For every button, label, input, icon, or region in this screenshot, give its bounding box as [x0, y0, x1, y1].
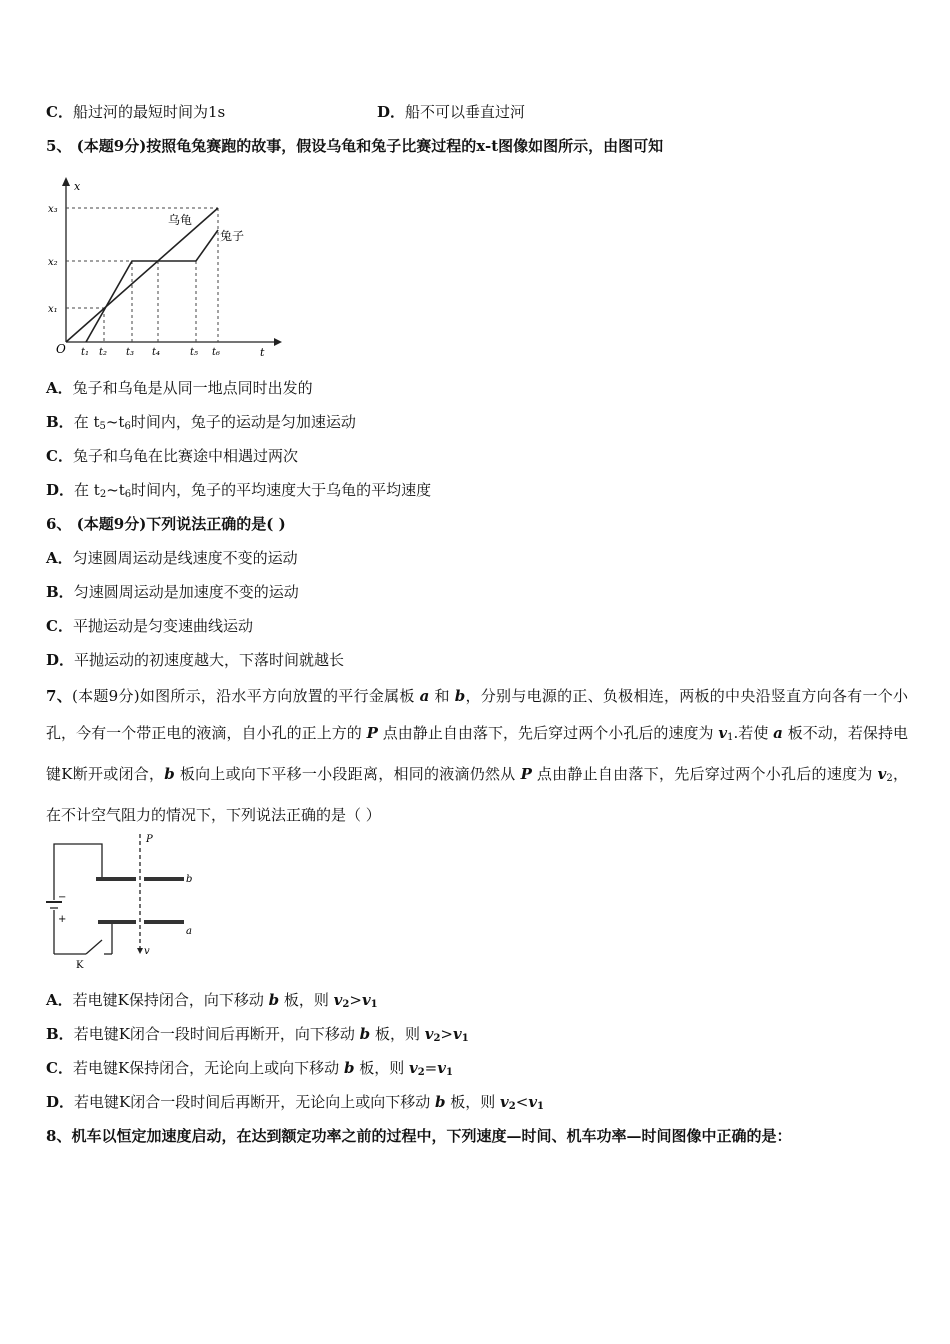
- q7-circuit-diagram: [40, 830, 200, 972]
- var-v: v: [718, 724, 728, 742]
- option-label: B．: [46, 583, 74, 601]
- q4-option-c: [46, 102, 225, 122]
- subscript: 2: [99, 489, 107, 500]
- subscript: 1: [727, 732, 734, 743]
- var-v: v: [877, 765, 887, 783]
- question-text: (本题9分)按照龟兔赛跑的故事，假设乌龟和兔子比赛过程的x-t图像如图所示，由图可知: [76, 137, 664, 155]
- var-v: v: [437, 1059, 446, 1077]
- text-part: 点由静止自由落下，先后穿过两个小孔后的速度为: [531, 765, 878, 783]
- relation: >: [440, 1025, 453, 1043]
- option-label: D．: [46, 1093, 75, 1111]
- text-part: 若电键K闭合一段时间后再断开，向下移动: [73, 1025, 360, 1043]
- subscript: 6: [124, 489, 132, 500]
- var-b: b: [454, 687, 466, 705]
- option-text: 兔子和乌龟在比赛途中相遇过两次: [72, 447, 298, 465]
- var-v: v: [361, 991, 371, 1009]
- subscript: 2: [433, 1033, 441, 1044]
- text-part: 若电键K保持闭合，无论向上或向下移动: [72, 1059, 344, 1077]
- var-v: v: [500, 1093, 509, 1111]
- question-number: 6、: [46, 515, 72, 533]
- x-axis-label: t: [260, 346, 265, 359]
- label-plus: +: [58, 914, 67, 925]
- y-axis-label: x: [74, 180, 81, 193]
- subscript: 1: [537, 1101, 544, 1112]
- option-label: A．: [46, 379, 73, 397]
- q6-option-b: [46, 582, 299, 602]
- tick-t3: t₃: [126, 347, 135, 358]
- text-part: 板，则: [354, 1059, 409, 1077]
- subscript: 1: [370, 999, 378, 1010]
- q5-stem: [46, 136, 663, 156]
- q8-stem: [46, 1126, 791, 1146]
- var-v: v: [528, 1093, 538, 1111]
- tick-t6: t₆: [212, 347, 221, 358]
- option-text: 平抛运动是匀变速曲线运动: [72, 617, 253, 635]
- text-part: (本题9分)如图所示，沿水平方向放置的平行金属板: [71, 687, 420, 705]
- var-v: v: [408, 1059, 418, 1077]
- var-a: a: [419, 687, 430, 705]
- option-label: D．: [46, 481, 75, 499]
- label-minus: −: [58, 892, 67, 903]
- option-label: A．: [46, 991, 73, 1009]
- var-b: b: [268, 991, 280, 1009]
- tick-x2: x₂: [48, 257, 58, 268]
- q5-option-c: [46, 446, 298, 466]
- text-part: ，在不计空气阻力的情况下，下列说法正确的是（ ）: [46, 765, 908, 824]
- q6-stem: [46, 514, 286, 534]
- option-text: [74, 413, 356, 431]
- question-text: 机车以恒定加速度启动，在达到额定功率之前的过程中，下列速度—时间、机车功率—时间图像中正确的是：: [71, 1127, 792, 1145]
- option-label: D．: [377, 103, 406, 121]
- option-label: D．: [46, 651, 75, 669]
- text-part: 时间内，兔子的运动是匀加速运动: [130, 413, 356, 431]
- q5-option-b: [46, 412, 356, 437]
- relation: =: [424, 1059, 438, 1077]
- option-text: [74, 481, 431, 499]
- subscript: 1: [445, 1067, 453, 1078]
- text-part: 时间内，兔子的平均速度大于乌龟的平均速度: [131, 481, 432, 499]
- var-b: b: [435, 1093, 446, 1111]
- var-p: P: [366, 724, 378, 742]
- option-text: 匀速圆周运动是加速度不变的运动: [73, 583, 299, 601]
- q7-option-c: [46, 1058, 453, 1083]
- tick-t5: t₅: [190, 347, 199, 358]
- tick-t2: t₂: [99, 347, 108, 358]
- label-k: K: [76, 960, 84, 971]
- relation: >: [349, 991, 362, 1009]
- question-text: (本题9分)下列说法正确的是( ): [76, 515, 286, 533]
- q6-option-c: [46, 616, 253, 636]
- rabbit-label: 兔子: [220, 229, 245, 243]
- q7-option-b: [46, 1024, 469, 1049]
- text-part: 和: [429, 687, 455, 705]
- var-v: v: [333, 991, 343, 1009]
- rabbit-line: [86, 230, 218, 342]
- option-text: 船过河的最短时间为1s: [72, 103, 226, 121]
- var-b: b: [359, 1025, 371, 1043]
- text-part: 若电键K保持闭合，向下移动: [72, 991, 269, 1009]
- text-part: 板不动，若保持电键K断开或闭合，: [46, 724, 908, 783]
- q7-option-d: [46, 1092, 544, 1117]
- text-part: 在 t: [74, 481, 100, 499]
- tick-x3: x₃: [48, 204, 58, 215]
- option-label: C．: [46, 103, 73, 121]
- option-label: B．: [46, 413, 74, 431]
- var-v: v: [452, 1025, 462, 1043]
- q7-stem: [46, 678, 908, 834]
- option-text: 匀速圆周运动是线速度不变的运动: [72, 549, 298, 567]
- question-number: 7、: [46, 687, 72, 705]
- q5-option-a: [46, 378, 313, 398]
- text-part: ~t: [106, 481, 125, 499]
- text-part: 板，则: [370, 1025, 425, 1043]
- q5-option-d: [46, 480, 431, 505]
- origin-label: O: [56, 342, 66, 356]
- option-text: 平抛运动的初速度越大，下落时间就越长: [74, 651, 345, 669]
- text-part: .若使: [733, 724, 774, 742]
- tortoise-label: 乌龟: [168, 213, 193, 227]
- text-part: 点由静止自由落下，先后穿过两个小孔后的速度为: [377, 724, 719, 742]
- text-part: 板向上或向下平移一小段距离，相同的液滴仍然从: [174, 765, 521, 783]
- tortoise-line: [66, 208, 218, 342]
- q5-xt-graph: [44, 172, 284, 364]
- label-v: v: [144, 946, 150, 957]
- tick-t1: t₁: [81, 347, 90, 358]
- subscript: 2: [417, 1067, 425, 1078]
- var-b: b: [343, 1059, 355, 1077]
- text-part: ，分别与电源的正、负极相连，两板的中央沿竖直方向各有一个小孔，今有一个带正电的液滴，自小孔的正上方的: [46, 687, 908, 742]
- subscript: 6: [124, 421, 131, 432]
- subscript: 2: [886, 773, 893, 784]
- var-a: a: [773, 724, 783, 742]
- subscript: 1: [461, 1033, 469, 1044]
- tick-x1: x₁: [48, 304, 58, 315]
- label-p: P: [146, 834, 153, 845]
- label-b: b: [186, 874, 193, 885]
- label-a: a: [186, 926, 192, 937]
- subscript: 2: [508, 1101, 516, 1112]
- q6-option-a: [46, 548, 298, 568]
- subscript: 2: [342, 999, 350, 1010]
- text-part: 板，则: [445, 1093, 501, 1111]
- text-part: ~t: [105, 413, 125, 431]
- q6-option-d: [46, 650, 344, 670]
- option-label: C．: [46, 447, 73, 465]
- q7-option-a: [46, 990, 378, 1015]
- var-p: P: [520, 765, 532, 783]
- var-v: v: [424, 1025, 434, 1043]
- option-text: 船不可以垂直过河: [405, 103, 526, 121]
- option-label: C．: [46, 617, 73, 635]
- text-part: 在 t: [73, 413, 100, 431]
- relation: <: [515, 1093, 529, 1111]
- text-part: 若电键K闭合一段时间后再断开，无论向上或向下移动: [74, 1093, 435, 1111]
- tick-t4: t₄: [152, 347, 161, 358]
- question-number: 8、: [46, 1127, 72, 1145]
- option-label: B．: [46, 1025, 74, 1043]
- text-part: 板，则: [279, 991, 334, 1009]
- var-b: b: [164, 765, 175, 783]
- q4-option-d: [377, 102, 525, 122]
- question-number: 5、: [46, 137, 72, 155]
- option-text: 兔子和乌龟是从同一地点同时出发的: [72, 379, 313, 397]
- subscript: 5: [99, 421, 106, 432]
- option-label: A．: [46, 549, 73, 567]
- option-label: C．: [46, 1059, 73, 1077]
